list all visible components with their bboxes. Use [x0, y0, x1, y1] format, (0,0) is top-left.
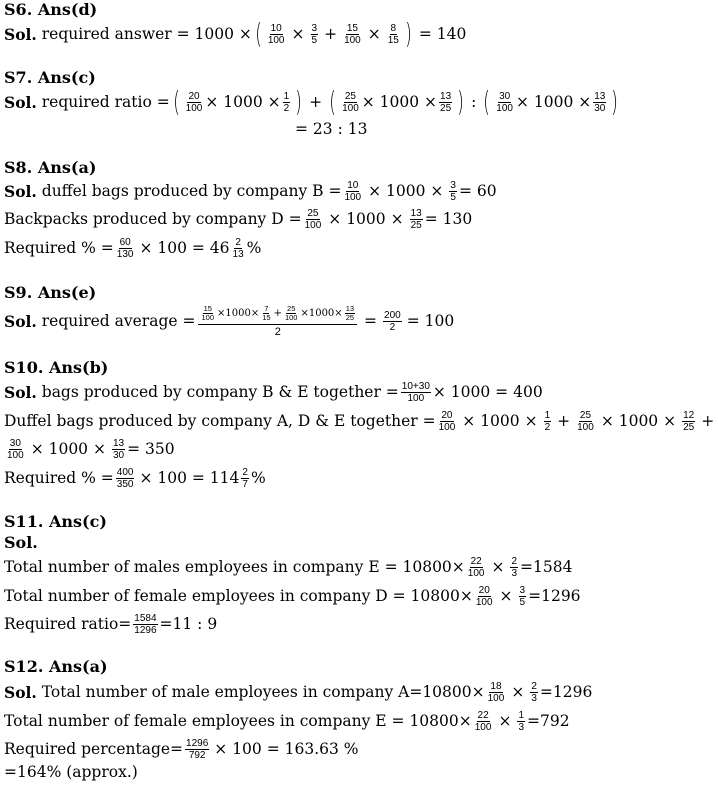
s7-sol-label: Sol.	[4, 92, 37, 112]
s11-line-2: Total number of female employees in company D = 10800× $\frac{20}{100}$ × $\frac{3}{5}$ =1296	[4, 585, 581, 608]
fraction: $\frac{2}{3}$	[511, 556, 518, 579]
s6-sol-label: Sol.	[4, 24, 37, 44]
s11-l2-text: Total number of female employees in company D = 10800×	[4, 586, 473, 605]
compound-fraction: 15 100 ×1000× 7 15 + 25 100 ×1000× 13 25 2	[198, 305, 357, 338]
s11-line-1: Total number of males employees in company E = 10800× $\frac{22}{100}$ × $\frac{2}{3}$ =1584	[4, 556, 573, 579]
fraction: $\frac{15}{100}$	[344, 23, 361, 46]
s7-heading: S7. Ans(c)	[4, 68, 96, 87]
s12-l1-text: Total number of male employees in company A=10800×	[41, 682, 485, 701]
fraction: $\frac{3}{5}$	[311, 23, 318, 46]
s10-l4-end: %	[250, 468, 266, 487]
s11-line-3	[4, 613, 217, 636]
s7-solution: Sol. required ratio = ( $\frac{20}{100}$ × 1000 × $\frac{1}{2}$ ) + ( $\frac{25}{100}$ × 1000 × $\frac{13}{25}$ ) : ( $\frac{30}{100}$ × 1000 × $\frac{13}{30}$ )	[4, 85, 619, 119]
s8-l1-text: duffel bags produced by company B =	[41, 181, 342, 200]
fraction: $\frac{13}{30}$	[594, 91, 606, 114]
s10-l4-mid: × 100 = 114	[139, 468, 240, 487]
fraction: $\frac{13}{25}$	[410, 208, 422, 231]
s11-l1-result: =1584	[520, 557, 573, 576]
s12-l2-text: Total number of female employees in company E = 10800×	[4, 711, 472, 730]
fraction: $\frac{10}{100}$	[267, 23, 285, 46]
s6-result: = 140	[418, 24, 467, 43]
fraction: $\frac{22}{100}$	[474, 710, 492, 733]
s10-sol-label: Sol.	[4, 382, 37, 402]
fraction: $\frac{1}{2}$	[544, 410, 551, 433]
s12-l3-result: × 100 = 163.63 %	[214, 739, 359, 758]
s7-result: = 23 : 13	[295, 120, 368, 138]
s12-l2-result: =792	[527, 711, 570, 730]
s11-l2-result: =1296	[528, 586, 581, 605]
s10-line-2: Duffel bags produced by company A, D & E together = $\frac{20}{100}$ × 1000 × $\frac{1}{2}$ + $\frac{25}{100}$ × 1000 × $\frac{12}{25}$ +	[4, 410, 715, 433]
s12-sol-label: Sol.	[4, 682, 37, 702]
s8-heading: S8. Ans(a)	[4, 158, 97, 177]
fraction: $\frac{1296}{792}$	[186, 738, 209, 761]
s10-l4-text: Required % =	[4, 468, 114, 487]
fraction: $\frac{200}{2}$	[384, 309, 401, 333]
fraction: $\frac{20}{100}$	[438, 410, 456, 433]
s6-solution: Sol. required answer = 1000 × ( $\frac{10}{100}$ × $\frac{3}{5}$ + $\frac{15}{100}$ × $\frac{8}{15}$ ) = 140	[4, 17, 467, 51]
s10-l1-text: bags produced by company B & E together =	[41, 382, 399, 401]
fraction: $\frac{18}{100}$	[487, 681, 505, 704]
s8-l1-result: = 60	[458, 181, 497, 200]
s8-line-3	[4, 237, 261, 260]
s11-sol-label: Sol.	[4, 533, 38, 552]
s12-line-1: Sol. Total number of male employees in company A=10800× $\frac{18}{100}$ × $\frac{2}{3}$ =1296	[4, 681, 593, 704]
s11-heading: S11. Ans(c)	[4, 512, 107, 531]
fraction: $\frac{25}{100}$	[577, 410, 594, 433]
s10-l1-result: × 1000 = 400	[432, 382, 543, 401]
fraction: $\frac{1}{2}$	[283, 91, 290, 114]
s8-l3-text: Required % =	[4, 238, 114, 257]
s11-l3-text: Required ratio=	[4, 614, 132, 633]
s7-mid: × 1000 ×	[361, 92, 438, 111]
s8-l2-text: Backpacks produced by company D =	[4, 209, 302, 228]
fraction: $\frac{30}{100}$	[7, 438, 24, 461]
fraction: $\frac{60}{130}$	[116, 237, 134, 260]
s7-mid: × 1000 ×	[205, 92, 281, 111]
s10-line-1	[4, 381, 543, 404]
fraction: $\frac{20}{100}$	[475, 585, 493, 608]
s8-l3-mid: × 100 = 46	[139, 238, 230, 257]
s12-line-4: =164% (approx.)	[4, 763, 138, 781]
s8-sol-label: Sol.	[4, 181, 37, 201]
s7-lead: required ratio =	[41, 92, 170, 111]
s12-heading: S12. Ans(a)	[4, 657, 108, 676]
fraction: $\frac{13}{30}$	[112, 438, 125, 461]
s10-line-3: $\frac{30}{100}$ × 1000 × $\frac{13}{30}$ = 350	[7, 438, 175, 461]
fraction: $\frac{10}{100}$	[344, 180, 362, 203]
fraction: $\frac{2}{3}$	[531, 681, 537, 704]
fraction: $\frac{25}{100}$	[342, 91, 359, 114]
s9-solution: Sol. required average = 15 100 ×1000× 7 15 + 25 100 ×1000× 13 25 2 = $\frac{200}{2}$ = 100	[4, 304, 455, 338]
fraction: $\frac{12}{25}$	[683, 410, 695, 433]
fraction: $\frac{1584}{1296}$	[134, 613, 157, 636]
fraction: $\frac{1}{3}$	[518, 710, 524, 733]
fraction: $\frac{22}{100}$	[467, 556, 485, 579]
s12-line-2: Total number of female employees in company E = 10800× $\frac{22}{100}$ × $\frac{1}{3}$ =792	[4, 710, 570, 733]
s9-sol-label: Sol.	[4, 311, 37, 331]
fraction: $\frac{10+30}{100}$	[401, 381, 430, 404]
s8-l3-end: %	[246, 238, 262, 257]
fraction: $\frac{30}{100}$	[496, 91, 513, 114]
s10-heading: S10. Ans(b)	[4, 358, 109, 377]
s8-l2-result: = 130	[424, 209, 473, 228]
s12-l3-text: Required percentage=	[4, 739, 184, 758]
fraction: $\frac{13}{25}$	[440, 91, 452, 114]
s10-l3-result: = 350	[127, 439, 175, 458]
s12-l1-result: =1296	[539, 682, 593, 701]
fraction: $\frac{400}{350}$	[116, 467, 134, 490]
s9-heading: S9. Ans(e)	[4, 283, 97, 302]
s7-mid: × 1000 ×	[515, 92, 592, 111]
fraction: 2 7	[242, 467, 248, 490]
fraction: $\frac{3}{5}$	[519, 585, 526, 608]
s6-heading: S6. Ans(d)	[4, 0, 98, 19]
fraction: $\frac{25}{100}$	[304, 208, 322, 231]
fraction: $\frac{3}{5}$	[450, 180, 456, 203]
s10-l2-text: Duffel bags produced by company A, D & E together =	[4, 411, 436, 430]
s8-line-2: Backpacks produced by company D = $\frac{25}{100}$ × 1000 × $\frac{13}{25}$ = 130	[4, 208, 473, 231]
s12-line-3	[4, 738, 359, 761]
s9-lead: required average =	[41, 311, 196, 330]
s9-result: = 100	[406, 311, 455, 330]
fraction: $\frac{8}{15}$	[387, 23, 399, 46]
fraction: 2 13	[232, 237, 244, 260]
s10-line-4	[4, 467, 266, 490]
s11-l3-result: =11 : 9	[159, 614, 218, 633]
s6-lead: required answer = 1000 ×	[41, 24, 252, 43]
fraction: $\frac{20}{100}$	[185, 91, 203, 114]
s8-line-1: Sol. duffel bags produced by company B = $\frac{10}{100}$ × 1000 × $\frac{3}{5}$ = 60	[4, 180, 497, 203]
s11-l1-text: Total number of males employees in company E = 10800×	[4, 557, 465, 576]
